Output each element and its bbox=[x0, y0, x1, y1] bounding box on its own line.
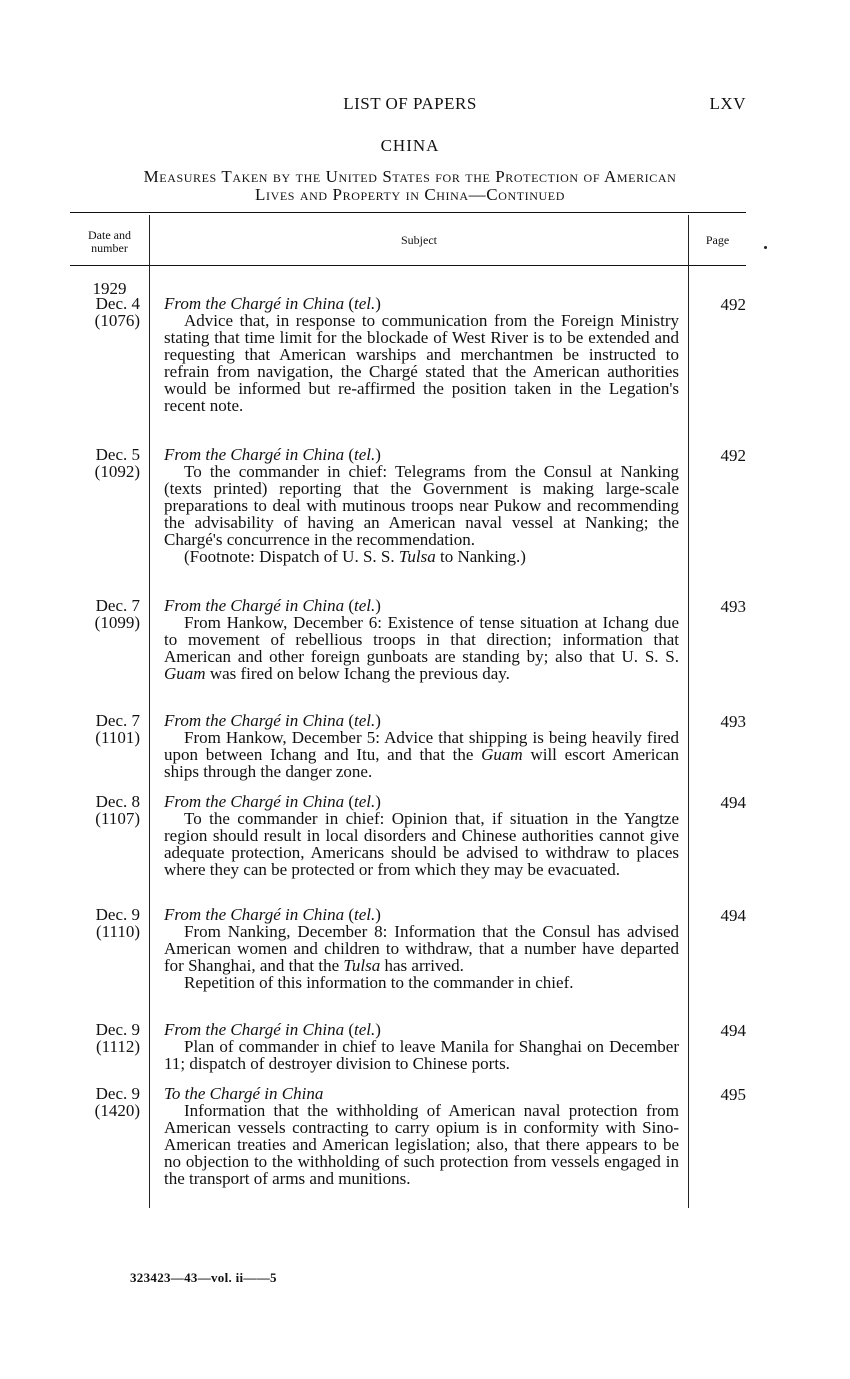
footnote-text: (Footnote: Dispatch of U. S. S. bbox=[184, 547, 399, 566]
entry-source bbox=[164, 906, 679, 923]
entry-tel-text: tel. bbox=[354, 294, 376, 313]
running-head bbox=[74, 94, 746, 116]
entry-summary: Information that the withholding of American naval protection from American vessels contracting to carry opium is in conformity with Sino-American treaties and American legislation; also, that there appears to be no objection to the withholding of such protection from vessels engaged in the transport of arms and munitions. bbox=[164, 1101, 679, 1188]
ship-name: Tulsa bbox=[398, 547, 436, 566]
entry-number: (1107) bbox=[95, 809, 140, 828]
summary-text-end: has arrived. bbox=[380, 956, 464, 975]
entry-subject bbox=[164, 793, 679, 878]
section-title-line-1: Measures Taken by the United States for the Protection of American bbox=[143, 167, 677, 186]
entry-summary bbox=[164, 614, 679, 682]
entry-date: Dec. 5 bbox=[95, 445, 140, 464]
entry-summary bbox=[164, 729, 679, 780]
entry-number: (1110) bbox=[95, 922, 140, 941]
entry-date-cell bbox=[70, 1021, 140, 1055]
summary-text: From Nanking, December 8: Information that the Consul has advised American women and children to withdraw, that a number have departed for Shanghai, and that the bbox=[164, 922, 679, 975]
summary-text-end: will escort American ships through the danger zone. bbox=[164, 745, 680, 781]
ship-name: Guam bbox=[164, 664, 206, 683]
entry-date-cell bbox=[70, 597, 140, 631]
entry-tel-text: tel. bbox=[354, 905, 376, 924]
entry-date-cell bbox=[70, 1085, 140, 1119]
entry-page-number: 494 bbox=[720, 1021, 746, 1040]
running-head-title: LIST OF PAPERS bbox=[343, 94, 477, 113]
entry-summary bbox=[164, 923, 679, 974]
entry-date: Dec. 7 bbox=[95, 711, 140, 730]
entry-date-cell bbox=[70, 295, 140, 329]
column-header-subject: Subject bbox=[401, 233, 437, 247]
summary-text: From Hankow, December 6: Existence of tense situation at Ichang due to movement of rebellious troops in that direction; information that American and other foreign gunboats are standing by; also that U. S. S. bbox=[164, 613, 679, 666]
entry-number: (1112) bbox=[95, 1037, 140, 1056]
entry-source-text: From the Chargé in China bbox=[164, 596, 345, 615]
entry-date: Dec. 9 bbox=[95, 1084, 140, 1103]
entry-tel-text: tel. bbox=[354, 596, 376, 615]
entry-source-text: From the Chargé in China bbox=[164, 711, 345, 730]
entry-number: (1076) bbox=[94, 311, 140, 330]
entry-page-number: 493 bbox=[720, 597, 746, 616]
entry-source-text: To the Chargé in China bbox=[164, 1084, 324, 1103]
section-title bbox=[74, 168, 746, 204]
column-header-date bbox=[70, 229, 149, 255]
entry-page-number: 492 bbox=[720, 446, 746, 465]
footnote-text-end: to Nanking.) bbox=[435, 547, 526, 566]
entry-date-cell bbox=[70, 712, 140, 746]
entry-tel-marker: (tel.) bbox=[348, 445, 381, 464]
entry-number: (1101) bbox=[95, 728, 140, 747]
column-divider-date bbox=[149, 215, 150, 1208]
printer-signature-line: 323423—43—vol. ii——5 bbox=[130, 1270, 277, 1285]
country-heading: CHINA bbox=[380, 136, 440, 155]
entry-source bbox=[164, 597, 679, 614]
table-header-rule bbox=[70, 265, 746, 266]
entry-number: (1420) bbox=[94, 1101, 140, 1120]
papers-table bbox=[70, 212, 746, 1208]
entry-page-number: 495 bbox=[720, 1085, 746, 1104]
entry-page-number: 494 bbox=[720, 793, 746, 812]
entry-summary: To the commander in chief: Opinion that, if situation in the Yangtze region should result in local disorders and Chinese authorities cannot give adequate protection, Americans should be advised to withdraw to places where they can be protected or from which they may be evacuated. bbox=[164, 809, 679, 879]
entry-date: Dec. 9 bbox=[95, 905, 140, 924]
summary-text-end: was fired on below Ichang the previous day. bbox=[205, 664, 510, 683]
entry-subject bbox=[164, 1021, 679, 1072]
entry-source-text: From the Chargé in China bbox=[164, 445, 345, 464]
section-title-line-2: Lives and Property in China—Continued bbox=[255, 185, 565, 204]
entry-subject bbox=[164, 295, 679, 414]
entry-source bbox=[164, 446, 679, 463]
entry-tel-text: tel. bbox=[354, 445, 376, 464]
entry-tel-marker: (tel.) bbox=[348, 711, 381, 730]
page-number-roman: LXV bbox=[709, 94, 746, 113]
table-top-rule bbox=[70, 212, 746, 213]
entry-source bbox=[164, 295, 679, 312]
summary-text: From Hankow, December 5: Advice that shipping is being heavily fired upon between Ichang and Itu, and that the bbox=[164, 728, 679, 764]
entry-page-number: 493 bbox=[720, 712, 746, 731]
entry-subject bbox=[164, 1085, 679, 1187]
column-header-date-line-2: number bbox=[91, 241, 128, 255]
entry-summary: To the commander in chief: Telegrams from the Consul at Nanking (texts printed) reporting that the Government is making large-scale preparations to deal with mutinous troops near Pukow and recommending the advisability of having an American naval vessel at Nanking; the Chargé's concurrence in the recommendation. bbox=[164, 462, 679, 549]
entry-source bbox=[164, 1021, 679, 1038]
entry-source bbox=[164, 793, 679, 810]
entry-footnote bbox=[164, 548, 679, 565]
entry-number: (1099) bbox=[94, 613, 140, 632]
entry-source-text: From the Chargé in China bbox=[164, 792, 345, 811]
entry-tel-marker: (tel.) bbox=[348, 294, 381, 313]
entry-tel-text: tel. bbox=[354, 1020, 376, 1039]
entry-source-text: From the Chargé in China bbox=[164, 1020, 345, 1039]
entry-date: Dec. 4 bbox=[95, 294, 140, 313]
entry-tel-text: tel. bbox=[354, 792, 376, 811]
entry-summary: Advice that, in response to communication from the Foreign Ministry stating that time limit for the blockade of West River is to be extended and requesting that American warships and merchantmen be instructed to refrain from navigation, the Chargé stated that the American authorities would be informed but re-affirmed the position taken in the Legation's recent note. bbox=[164, 311, 679, 415]
entry-summary: Plan of commander in chief to leave Manila for Shanghai on December 11; dispatch of destroyer division to Chinese ports. bbox=[164, 1037, 679, 1073]
ship-name: Guam bbox=[481, 745, 523, 764]
entry-source bbox=[164, 1085, 679, 1102]
entry-date-cell bbox=[70, 906, 140, 940]
entry-source-text: From the Chargé in China bbox=[164, 294, 345, 313]
ship-name: Tulsa bbox=[343, 956, 381, 975]
entry-date-cell bbox=[70, 446, 140, 480]
entry-date: Dec. 7 bbox=[95, 596, 140, 615]
entry-number: (1092) bbox=[94, 462, 140, 481]
entry-subject bbox=[164, 712, 679, 780]
entry-date: Dec. 9 bbox=[95, 1020, 140, 1039]
column-header-date-line-1: Date and bbox=[88, 228, 131, 242]
entry-note: Repetition of this information to the commander in chief. bbox=[184, 973, 574, 992]
entry-page-number: 492 bbox=[720, 295, 746, 314]
margin-speck bbox=[764, 246, 767, 249]
entry-subject bbox=[164, 906, 679, 991]
entry-tel-marker: (tel.) bbox=[348, 792, 381, 811]
entry-source bbox=[164, 712, 679, 729]
entry-tel-text: tel. bbox=[354, 711, 376, 730]
entry-source-text: From the Chargé in China bbox=[164, 905, 345, 924]
entry-tel-marker: (tel.) bbox=[348, 905, 381, 924]
column-header-page: Page bbox=[705, 233, 730, 247]
entry-date-cell bbox=[70, 793, 140, 827]
entry-tel-marker: (tel.) bbox=[348, 596, 381, 615]
entry-subject bbox=[164, 446, 679, 565]
entry-tel-marker: (tel.) bbox=[348, 1020, 381, 1039]
entry-date: Dec. 8 bbox=[95, 792, 140, 811]
entry-page-number: 494 bbox=[720, 906, 746, 925]
year-label: 1929 bbox=[92, 279, 127, 298]
entry-subject bbox=[164, 597, 679, 682]
